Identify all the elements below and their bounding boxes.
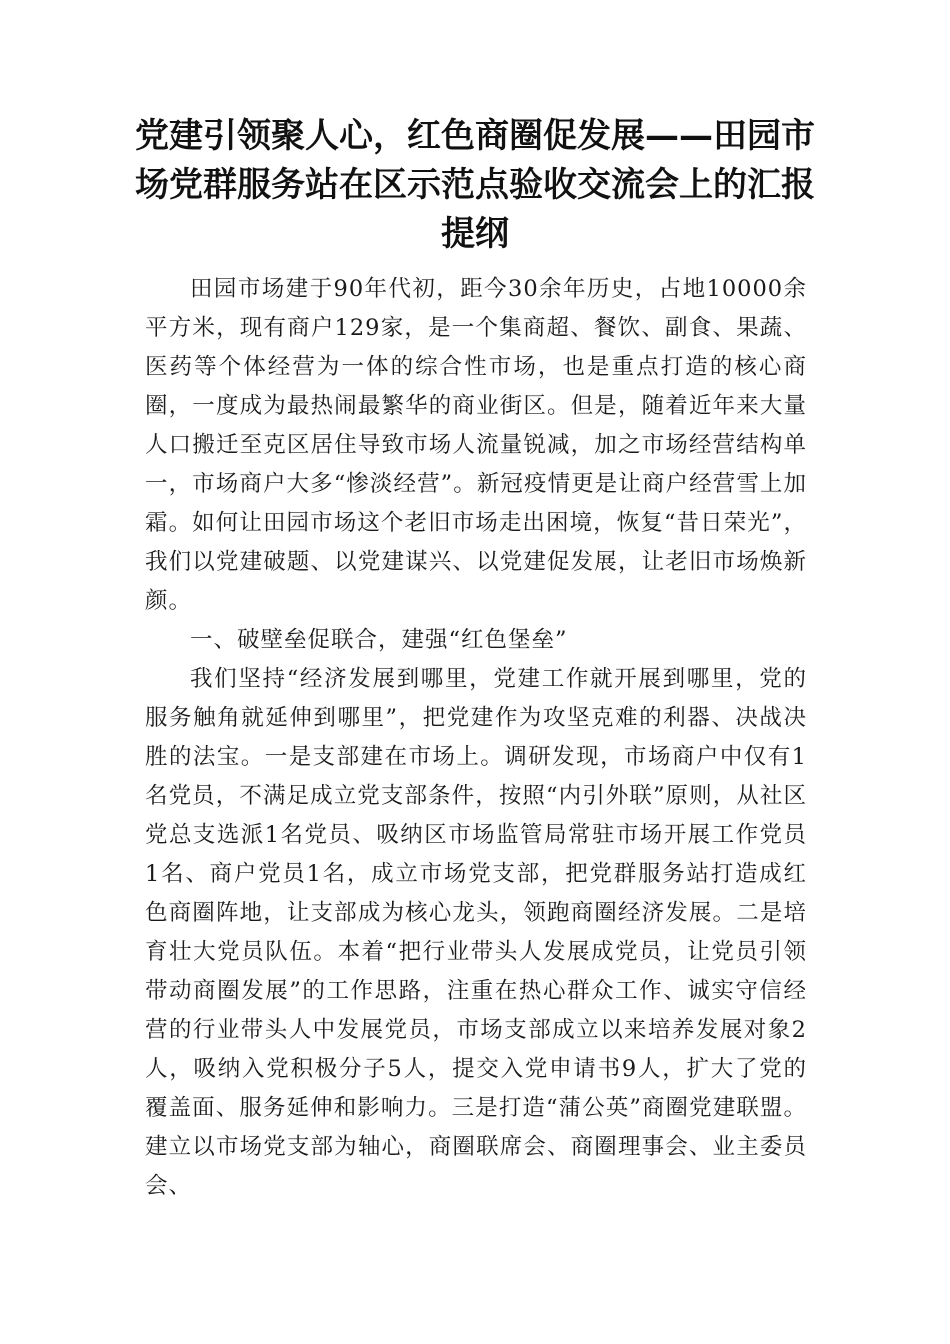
section-heading-1: 一、破壁垒促联合，建强“红色堡垒”: [190, 627, 568, 653]
document-title: 党建引领聚人心，红色商圈促发展——田园市场党群服务站在区示范点验收交流会上的汇报提纲: [135, 116, 815, 254]
paragraph-intro: 田园市场建于90年代初，距今30余年历史，占地10000余平方米，现有商户129家，是一个集商超、餐饮、副食、果蔬、医药等个体经营为一体的综合性市场，也是重点打造的核心商圈，一度成为最热闹最繁华的商业街区。但是，随着近年来大量人口搬迁至克区居住导致市场人流量锐减，加之市场经营结构单一，市场商户大多“惨淡经营”。新冠疫情更是让商户经营雪上加霜。如何让田园市场这个老旧市场走出困境，恢复“昔日荣光”，我们以党建破题、以党建谋兴、以党建促发展，让老旧市场焕新颜。: [145, 276, 807, 614]
document-body: [145, 270, 807, 1206]
paragraph-section-1: 我们坚持“经济发展到哪里，党建工作就开展到哪里，党的服务触角就延伸到哪里”，把党建作为攻坚克难的利器、决战决胜的法宝。一是支部建在市场上。调研发现，市场商户中仅有1名党员，不满足成立党支部条件，按照“内引外联”原则，从社区党总支选派1名党员、吸纳区市场监管局常驻市场开展工作党员1名、商户党员1名，成立市场党支部，把党群服务站打造成红色商圈阵地，让支部成为核心龙头，领跑商圈经济发展。二是培育壮大党员队伍。本着“把行业带头人发展成党员，让党员引领带动商圈发展”的工作思路，注重在热心群众工作、诚实守信经营的行业带头人中发展党员，市场支部成立以来培养发展对象2人，吸纳入党积极分子5人，提交入党申请书9人，扩大了党的覆盖面、服务延伸和影响力。三是打造“蒲公英”商圈党建联盟。建立以市场党支部为轴心，商圈联席会、商圈理事会、业主委员会、: [145, 666, 807, 1199]
